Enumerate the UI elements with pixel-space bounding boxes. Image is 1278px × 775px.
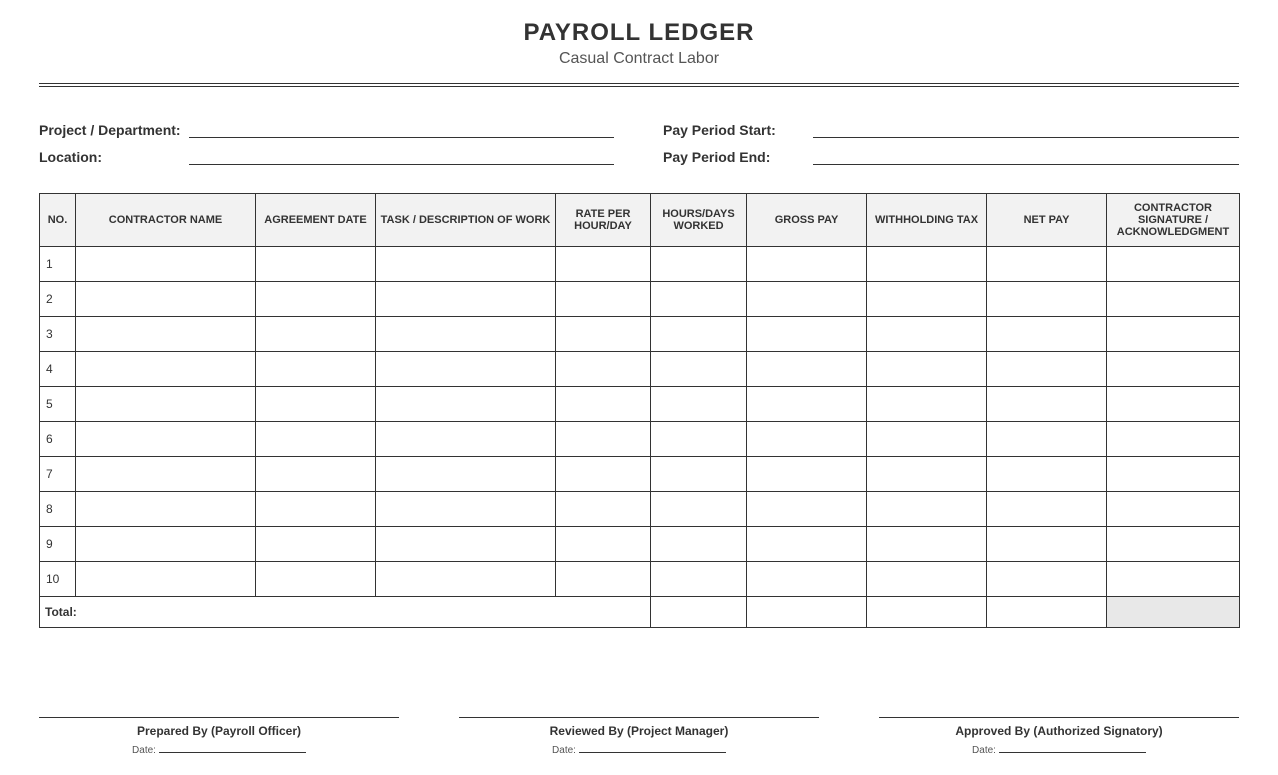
signature-cell[interactable] — [1107, 527, 1240, 562]
total-net-pay-cell[interactable] — [987, 597, 1107, 628]
table-row — [40, 282, 1240, 317]
signature-cell[interactable] — [1107, 387, 1240, 422]
hours-days-cell[interactable] — [651, 492, 747, 527]
contractor-name-cell[interactable] — [76, 247, 256, 282]
net-pay-cell[interactable] — [987, 317, 1107, 352]
signature-cell[interactable] — [1107, 457, 1240, 492]
signature-cell[interactable] — [1107, 352, 1240, 387]
task-description-cell[interactable] — [376, 387, 556, 422]
column-header-agreement-date: AGREEMENT DATE — [256, 194, 376, 247]
hours-days-cell[interactable] — [651, 247, 747, 282]
agreement-date-cell[interactable] — [256, 387, 376, 422]
task-description-cell[interactable] — [376, 422, 556, 457]
hours-days-cell[interactable] — [651, 282, 747, 317]
column-header-gross-pay: GROSS PAY — [747, 194, 867, 247]
hours-days-cell[interactable] — [651, 352, 747, 387]
task-description-cell[interactable] — [376, 317, 556, 352]
gross-pay-cell[interactable] — [747, 247, 867, 282]
rate-cell[interactable] — [556, 317, 651, 352]
signature-date-line[interactable] — [999, 743, 1146, 753]
signature-cell[interactable] — [1107, 562, 1240, 597]
total-label: Total: — [40, 597, 651, 628]
signature-cell[interactable] — [1107, 282, 1240, 317]
column-header-withholding-tax: WITHHOLDING TAX — [867, 194, 987, 247]
signature-block-prepared — [39, 717, 399, 757]
net-pay-cell[interactable] — [987, 562, 1107, 597]
gross-pay-cell[interactable] — [747, 492, 867, 527]
project-department-label: Project / Department: — [39, 122, 181, 138]
row-number: 8 — [40, 492, 76, 527]
column-header-rate: RATE PER HOUR/DAY — [556, 194, 651, 247]
project-department-line[interactable] — [189, 137, 614, 138]
row-number: 5 — [40, 387, 76, 422]
column-header-no: NO. — [40, 194, 76, 247]
net-pay-cell[interactable] — [987, 282, 1107, 317]
pay-period-start-label: Pay Period Start: — [663, 122, 776, 138]
net-pay-cell[interactable] — [987, 457, 1107, 492]
pay-period-end-line[interactable] — [813, 164, 1239, 165]
withholding-tax-cell[interactable] — [867, 492, 987, 527]
withholding-tax-cell[interactable] — [867, 247, 987, 282]
rate-cell[interactable] — [556, 492, 651, 527]
table-row — [40, 352, 1240, 387]
pay-period-start-line[interactable] — [813, 137, 1239, 138]
withholding-tax-cell[interactable] — [867, 282, 987, 317]
table-row — [40, 527, 1240, 562]
task-description-cell[interactable] — [376, 492, 556, 527]
document-subtitle: Casual Contract Labor — [558, 50, 720, 67]
location-label: Location: — [39, 149, 102, 165]
rate-cell[interactable] — [556, 457, 651, 492]
contractor-name-cell[interactable] — [76, 387, 256, 422]
agreement-date-cell[interactable] — [256, 422, 376, 457]
signature-line[interactable] — [39, 717, 399, 718]
signature-date-label: Date: — [972, 745, 996, 756]
agreement-date-cell[interactable] — [256, 562, 376, 597]
signature-date — [39, 743, 399, 757]
row-number: 7 — [40, 457, 76, 492]
signature-line[interactable] — [459, 717, 819, 718]
withholding-tax-cell[interactable] — [867, 562, 987, 597]
signature-cell[interactable] — [1107, 247, 1240, 282]
withholding-tax-cell[interactable] — [867, 422, 987, 457]
rate-cell[interactable] — [556, 422, 651, 457]
signature-date — [879, 743, 1239, 757]
location-line[interactable] — [189, 164, 614, 165]
gross-pay-cell[interactable] — [747, 387, 867, 422]
gross-pay-cell[interactable] — [747, 352, 867, 387]
signature-date-label: Date: — [552, 745, 576, 756]
task-description-cell[interactable] — [376, 527, 556, 562]
row-number: 10 — [40, 562, 76, 597]
gross-pay-cell[interactable] — [747, 422, 867, 457]
agreement-date-cell[interactable] — [256, 282, 376, 317]
table-row — [40, 317, 1240, 352]
row-number: 1 — [40, 247, 76, 282]
table-header-row — [40, 194, 1240, 247]
hours-days-cell[interactable] — [651, 387, 747, 422]
contractor-name-cell[interactable] — [76, 317, 256, 352]
task-description-cell[interactable] — [376, 457, 556, 492]
net-pay-cell[interactable] — [987, 527, 1107, 562]
table-row — [40, 492, 1240, 527]
withholding-tax-cell[interactable] — [867, 352, 987, 387]
column-header-contractor-name: CONTRACTOR NAME — [76, 194, 256, 247]
total-withholding-tax-cell[interactable] — [867, 597, 987, 628]
signature-cell[interactable] — [1107, 317, 1240, 352]
task-description-cell[interactable] — [376, 562, 556, 597]
agreement-date-cell[interactable] — [256, 527, 376, 562]
contractor-name-cell[interactable] — [76, 492, 256, 527]
hours-days-cell[interactable] — [651, 527, 747, 562]
hours-days-cell[interactable] — [651, 422, 747, 457]
net-pay-cell[interactable] — [987, 422, 1107, 457]
row-number: 6 — [40, 422, 76, 457]
hours-days-cell[interactable] — [651, 317, 747, 352]
hours-days-cell[interactable] — [651, 562, 747, 597]
total-row — [40, 597, 1240, 628]
net-pay-cell[interactable] — [987, 247, 1107, 282]
contractor-name-cell[interactable] — [76, 562, 256, 597]
withholding-tax-cell[interactable] — [867, 387, 987, 422]
rate-cell[interactable] — [556, 562, 651, 597]
signature-date-line[interactable] — [159, 743, 306, 753]
signature-title: Prepared By (Payroll Officer) — [136, 724, 302, 738]
gross-pay-cell[interactable] — [747, 457, 867, 492]
document-title: PAYROLL LEDGER — [523, 19, 755, 46]
signature-block-approved — [879, 717, 1239, 757]
agreement-date-cell[interactable] — [256, 317, 376, 352]
task-description-cell[interactable] — [376, 352, 556, 387]
net-pay-cell[interactable] — [987, 352, 1107, 387]
signature-cell[interactable] — [1107, 492, 1240, 527]
contractor-name-cell[interactable] — [76, 352, 256, 387]
gross-pay-cell[interactable] — [747, 527, 867, 562]
payroll-table — [39, 193, 1240, 628]
withholding-tax-cell[interactable] — [867, 527, 987, 562]
table-row — [40, 247, 1240, 282]
signature-date — [459, 743, 819, 757]
row-number: 2 — [40, 282, 76, 317]
signature-date-line[interactable] — [579, 743, 726, 753]
signature-date-label: Date: — [132, 745, 156, 756]
hours-days-cell[interactable] — [651, 457, 747, 492]
signature-line[interactable] — [879, 717, 1239, 718]
rate-cell[interactable] — [556, 282, 651, 317]
column-header-net-pay: NET PAY — [987, 194, 1107, 247]
rate-cell[interactable] — [556, 352, 651, 387]
withholding-tax-cell[interactable] — [867, 317, 987, 352]
row-number: 3 — [40, 317, 76, 352]
contractor-name-cell[interactable] — [76, 457, 256, 492]
contractor-name-cell[interactable] — [76, 282, 256, 317]
gross-pay-cell[interactable] — [747, 317, 867, 352]
contractor-name-cell[interactable] — [76, 527, 256, 562]
row-number: 4 — [40, 352, 76, 387]
agreement-date-cell[interactable] — [256, 352, 376, 387]
table-row — [40, 387, 1240, 422]
document-header — [39, 0, 1239, 87]
column-header-signature: CONTRACTOR SIGNATURE / ACKNOWLEDGMENT — [1107, 194, 1240, 247]
pay-period-end-label: Pay Period End: — [663, 149, 771, 165]
task-description-cell[interactable] — [376, 247, 556, 282]
withholding-tax-cell[interactable] — [867, 457, 987, 492]
rate-cell[interactable] — [556, 247, 651, 282]
agreement-date-cell[interactable] — [256, 492, 376, 527]
total-hours-cell[interactable] — [651, 597, 747, 628]
net-pay-cell[interactable] — [987, 492, 1107, 527]
signature-block-reviewed — [459, 717, 819, 757]
task-description-cell[interactable] — [376, 282, 556, 317]
signature-title: Approved By (Authorized Signatory) — [955, 724, 1163, 738]
signature-title: Reviewed By (Project Manager) — [549, 724, 729, 738]
table-row — [40, 562, 1240, 597]
row-number: 9 — [40, 527, 76, 562]
rate-cell[interactable] — [556, 527, 651, 562]
signature-cell[interactable] — [1107, 422, 1240, 457]
payroll-ledger-page — [39, 0, 1239, 756]
total-gross-pay-cell[interactable] — [747, 597, 867, 628]
column-header-task-description: TASK / DESCRIPTION OF WORK — [376, 194, 556, 247]
table-row — [40, 422, 1240, 457]
gross-pay-cell[interactable] — [747, 282, 867, 317]
rate-cell[interactable] — [556, 387, 651, 422]
total-signature-cell-shaded — [1107, 597, 1240, 628]
agreement-date-cell[interactable] — [256, 457, 376, 492]
column-header-hours-days: HOURS/DAYS WORKED — [651, 194, 747, 247]
contractor-name-cell[interactable] — [76, 422, 256, 457]
table-row — [40, 457, 1240, 492]
agreement-date-cell[interactable] — [256, 247, 376, 282]
net-pay-cell[interactable] — [987, 387, 1107, 422]
gross-pay-cell[interactable] — [747, 562, 867, 597]
header-divider — [39, 83, 1239, 87]
